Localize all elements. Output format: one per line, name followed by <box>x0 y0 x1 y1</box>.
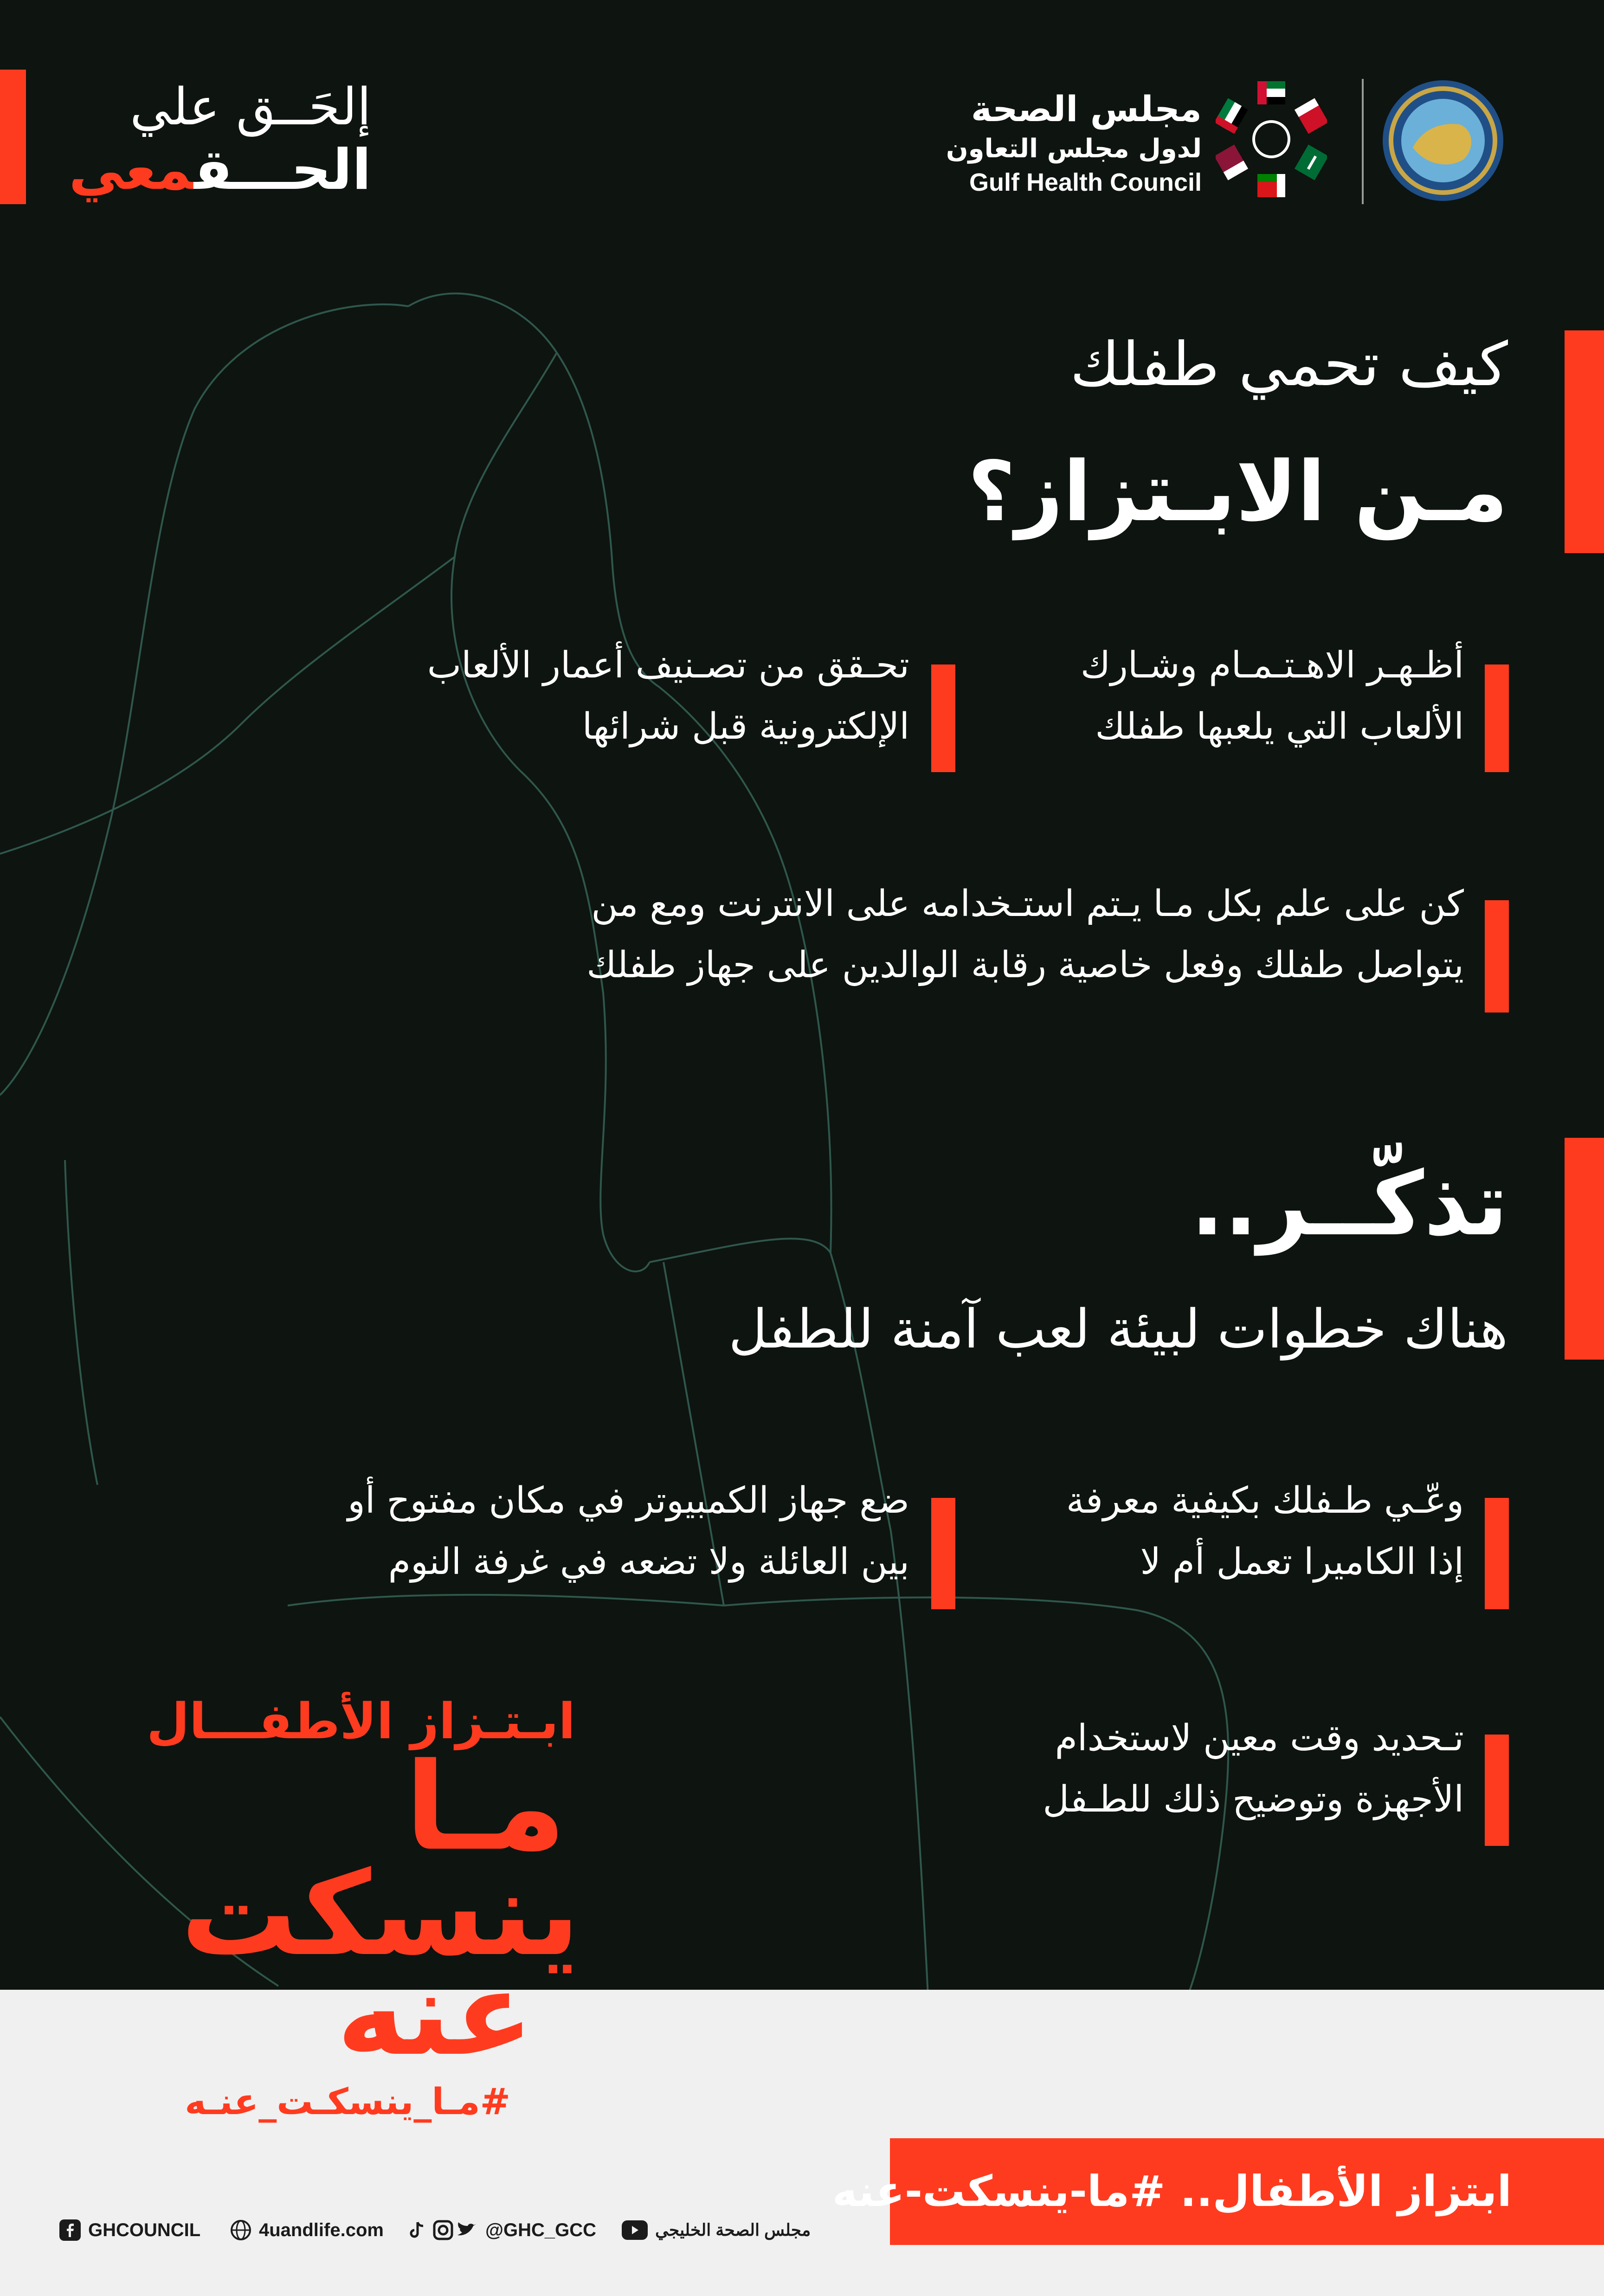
stamp-line3: عنه <box>336 1946 534 2081</box>
tip6-line2: الأجهزة وتوضيح ذلك للطـفل <box>1043 1779 1464 1820</box>
website-text: 4uandlife.com <box>259 2219 384 2240</box>
tip2-line1: تحـقق من تصـنيف أعمار الألعاب <box>427 645 909 686</box>
youtube-icon <box>622 2220 648 2240</box>
section2-subtitle: هناك خطوات لبيئة لعب آمنة للطفل <box>728 1298 1508 1361</box>
facebook-handle[interactable] <box>59 2217 200 2243</box>
youtube-channel[interactable] <box>622 2217 811 2243</box>
footer-banner-text: ابتزاز الأطفال.. #ما-ينسكت-عنه <box>832 2167 1512 2216</box>
tip3-line1: كن على علم بكل مـا يـتم استـخدامه على الانترنت ومع من <box>591 883 1464 925</box>
campaign-stamp <box>56 1689 603 2135</box>
section2-title: تذكّــر.. <box>1190 1153 1508 1255</box>
tip2-text <box>325 635 909 757</box>
campaign-logo-word-maei: معي <box>69 138 194 202</box>
ghc-star-flags-logo <box>1216 74 1327 204</box>
facebook-icon <box>59 2219 81 2241</box>
campaign-logo-line2 <box>46 135 371 205</box>
tip5-line2: بين العائلة ولا تضعه في غرفة النوم <box>388 1541 909 1583</box>
section1-accent-bar <box>1565 330 1604 553</box>
tip1-text <box>928 635 1464 757</box>
council-sub-ar: لدول مجلس التعاون <box>946 134 1202 164</box>
tip3-text <box>418 873 1464 996</box>
tip5-text <box>232 1470 909 1593</box>
facebook-handle-text: GHCOUNCIL <box>88 2219 201 2240</box>
tip6-accent-bar <box>1485 1735 1509 1846</box>
stamp-top-text: ابـتـزاز الأطفـــال <box>147 1693 575 1750</box>
tip2-accent-bar <box>931 664 955 772</box>
tip3-line2: يتواصل طفلك وفعل خاصية رقابة الوالدين على جهاز طفلك <box>586 944 1464 986</box>
tip1-line2: الألعاب التي يلعبها طفلك <box>1095 706 1464 748</box>
globe-icon <box>230 2219 251 2241</box>
tip6-line1: تـحديد وقت معين لاستخدام <box>1055 1717 1464 1759</box>
gcc-seal-emblem <box>1380 78 1506 203</box>
tip5-line1: ضع جهاز الكمبيوتر في مكان مفتوح أو <box>348 1480 909 1522</box>
section1-title-line1: كيف تحمي طفلك <box>1070 329 1508 400</box>
stamp-line2: ينسكت <box>180 1846 580 1981</box>
tip5-accent-bar <box>931 1498 955 1609</box>
tip1-line1: أظـهـر الاهـتـمـام وشـارك <box>1080 645 1464 686</box>
social-handle-text: @GHC_GCC <box>485 2219 597 2240</box>
campaign-logo-line1: إلحَــق علي <box>130 77 371 136</box>
stamp-hashtag: #مـا_ينسكـت_عنـه <box>185 2081 510 2123</box>
tip4-line1: وعّـي طـفلك بكيفية معرفة <box>1066 1480 1464 1522</box>
tip3-accent-bar <box>1485 900 1509 1013</box>
tip4-text <box>928 1470 1464 1593</box>
council-name-en: Gulf Health Council <box>969 168 1202 196</box>
social-handle[interactable] <box>408 2217 596 2243</box>
tiktok-instagram-twitter-icons <box>408 2219 478 2241</box>
section2-accent-bar <box>1565 1138 1604 1360</box>
section1-title-line2: مـن الابـتزاز؟ <box>967 444 1508 540</box>
stamp-line1: مـا <box>405 1737 566 1877</box>
tip4-line2: إذا الكاميرا تعمل أم لا <box>1140 1541 1464 1583</box>
campaign-logo-word-haq: الحـــق <box>193 138 371 202</box>
council-name-ar: مجلس الصحة <box>971 88 1202 129</box>
tip1-accent-bar <box>1485 664 1509 772</box>
website-link[interactable] <box>230 2217 384 2243</box>
youtube-channel-text: مجلس الصحة الخليجي <box>655 2220 811 2239</box>
header-divider <box>1362 79 1364 204</box>
tip4-accent-bar <box>1485 1498 1509 1609</box>
tip2-line2: الإلكترونية قبل شرائها <box>582 706 909 748</box>
tip6-text <box>928 1708 1464 1830</box>
header-accent-bar-left <box>0 70 26 204</box>
